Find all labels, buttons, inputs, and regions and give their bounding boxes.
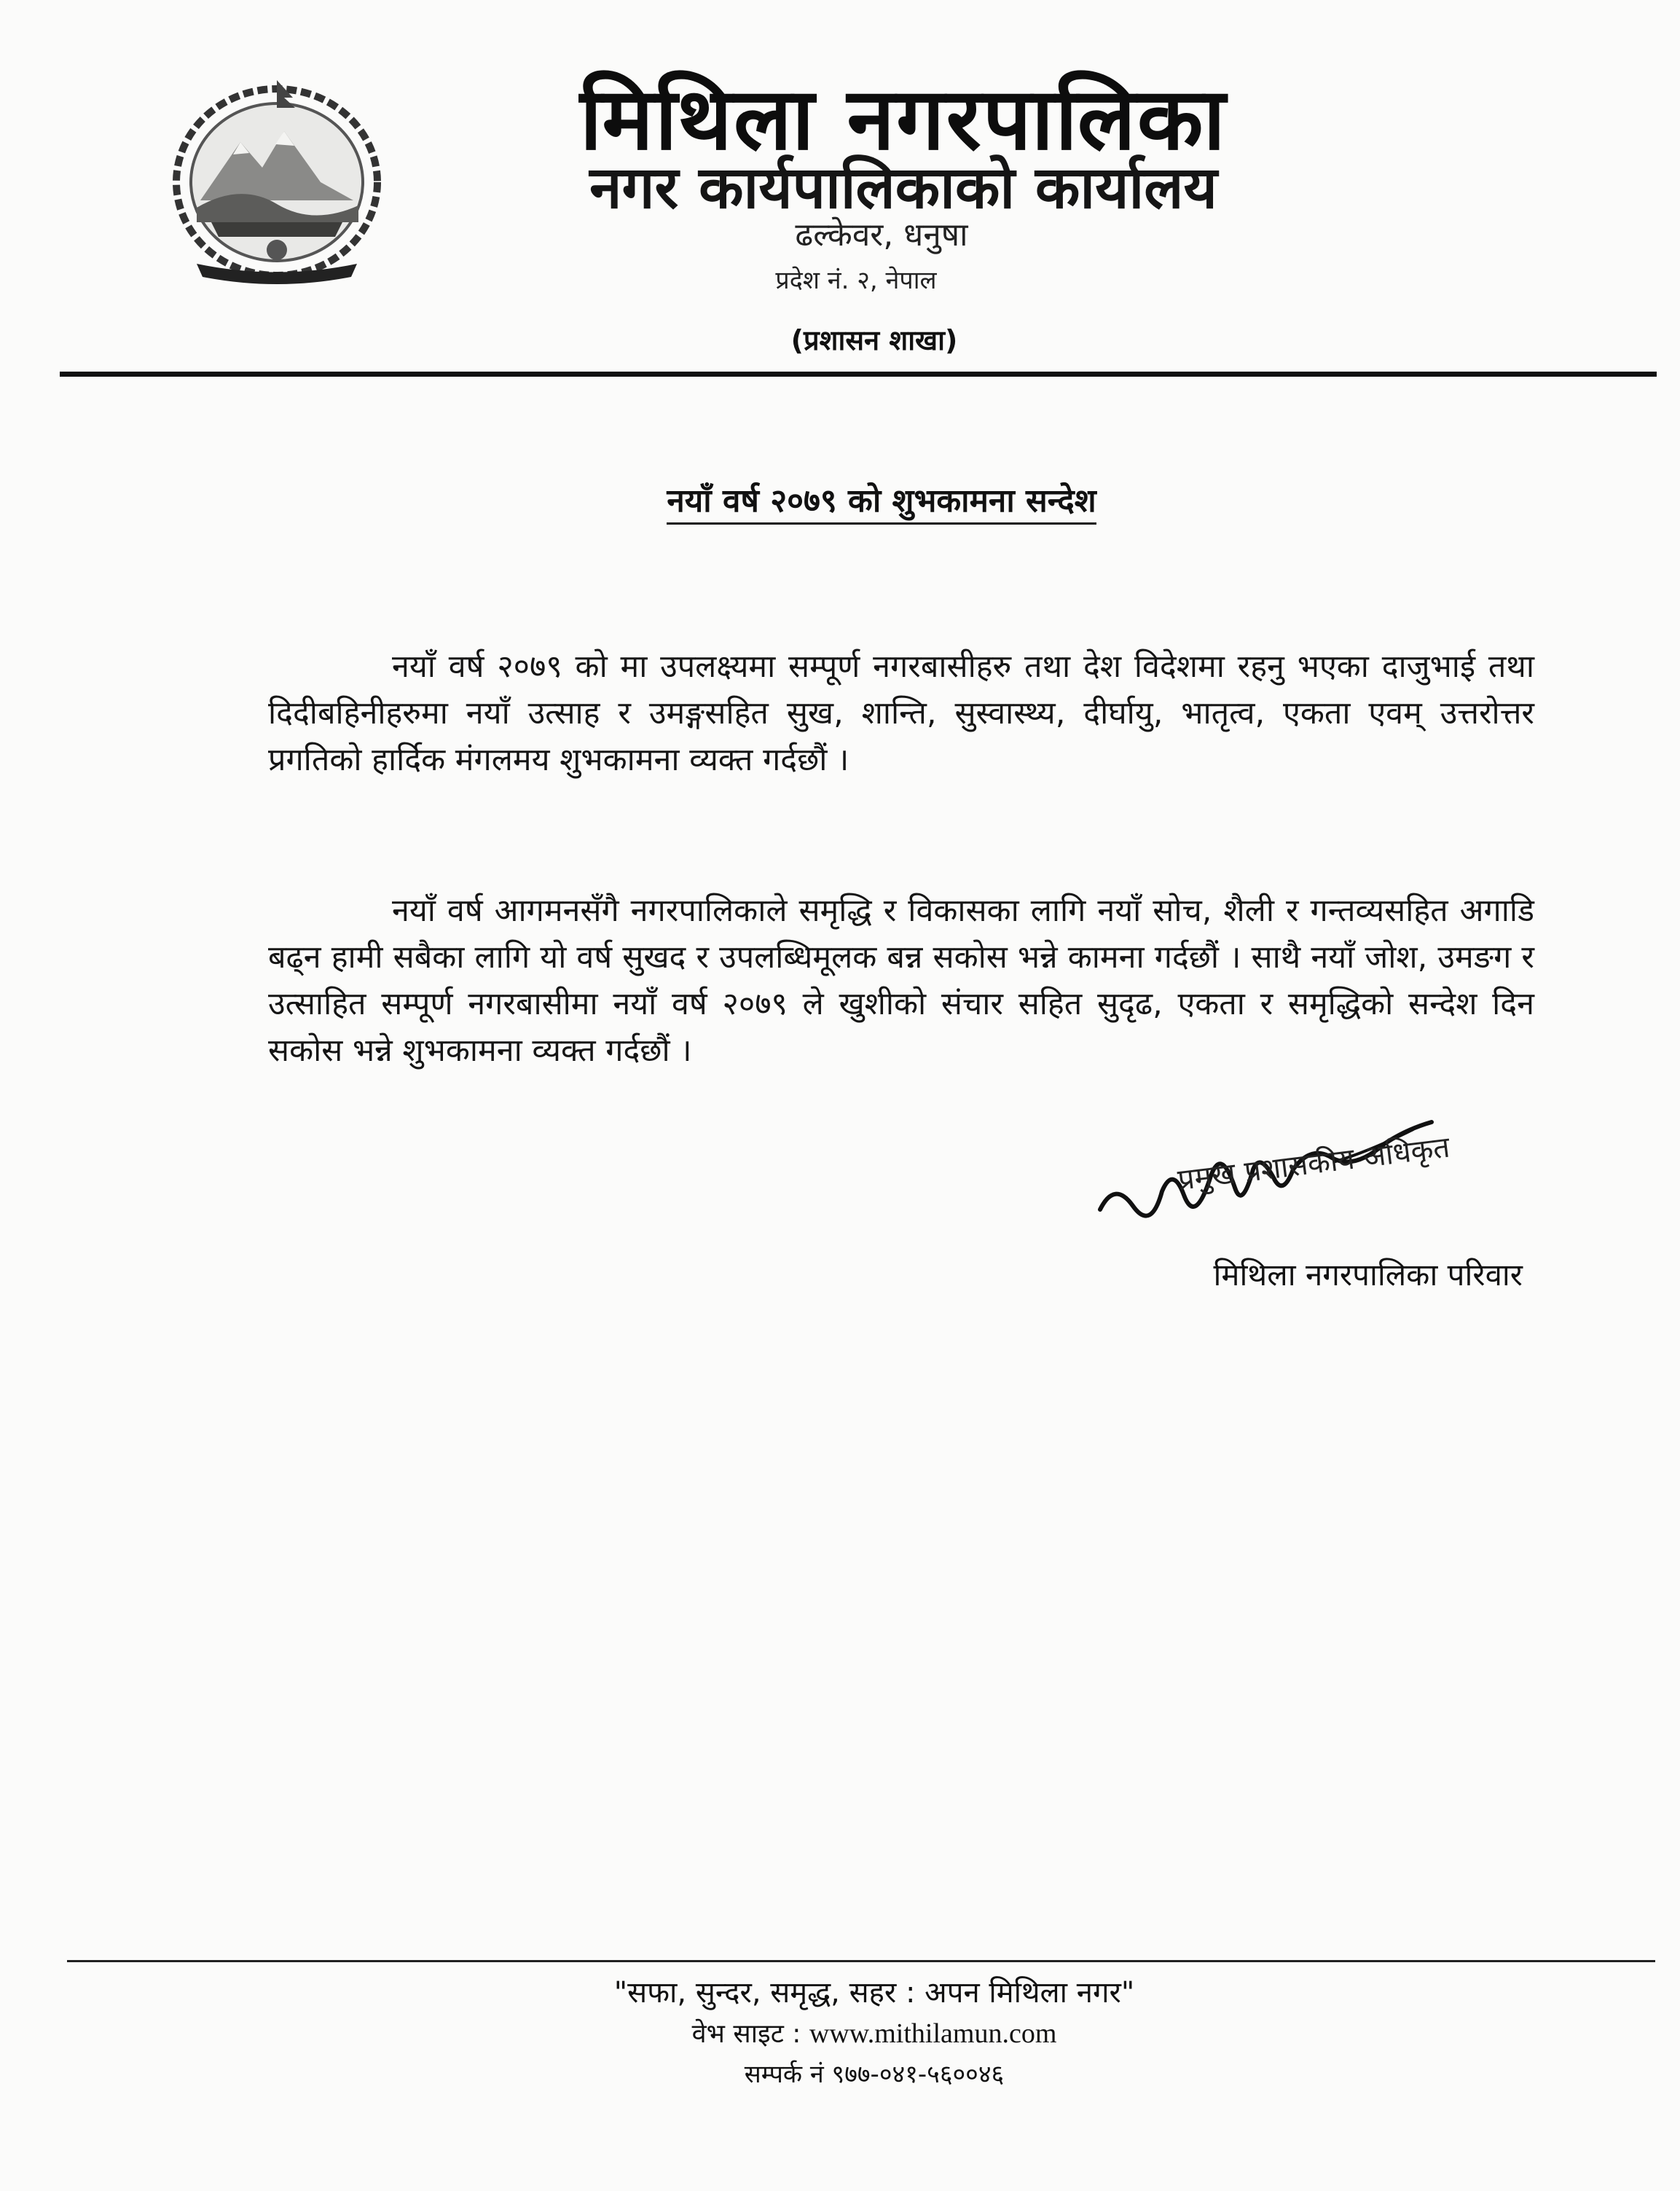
footer-divider (67, 1960, 1655, 1962)
website-url[interactable]: www.mithilamun.com (809, 2018, 1057, 2049)
address-line-1: ढल्केवर, धनुषा (795, 216, 968, 254)
letter-subject (510, 477, 1253, 521)
signatory-title: प्रमुख प्रशासकीय अधिकृत (1176, 1130, 1452, 1198)
letter-paragraph-2: नयाँ वर्ष आगमनसँगै नगरपालिकाले समृद्धि र विकासका लागि नयाँ सोच, शैली र गन्तव्यसहित अगाडि बढ्न हामी सबैका लागि यो वर्ष सुखद र उपलब्धिमूलक बन्न सकोस भन्ने कामना गर्दछौं । साथै नयाँ जोश, उमङग र उत्साहित सम्पूर्ण नगरबासीमा नयाँ वर्ष २०७९ ले खुशीको संचार सहित सुदृढ, एकता र समृद्धिको सन्देश दिन सकोस भन्ने शुभकामना व्यक्त गर्दछौं । (268, 893, 1534, 1069)
municipality-title: मिथिला नगरपालिका (579, 68, 1228, 169)
branch-label: (प्रशासन शाखा) (790, 324, 958, 356)
website-label: वेभ साइट : (691, 2019, 809, 2049)
header-divider (60, 372, 1657, 377)
letter-paragraph-1: नयाँ वर्ष २०७९ को मा उपलक्ष्यमा सम्पूर्ण नगरबासीहरु तथा देश विदेशमा रहनु भएका दाजुभाई तथा दिदीबहिनीहरुमा नयाँ उत्साह र उमङ्गसहित सुख, शान्ति, सुस्वास्थ्य, दीर्घायु, भातृत्व, एकता एवम् उत्तरोत्तर प्रगतिको हार्दिक मंगलमय शुभकामना व्यक्त गर्दछौं । (268, 648, 1534, 778)
address-line-2: प्रदेश नं. २, नेपाल (775, 266, 937, 295)
letter-subject-text: नयाँ वर्ष २०७९ को शुभकामना सन्देश (667, 482, 1096, 525)
nepal-government-emblem-icon (168, 73, 386, 284)
footer-contact: सम्पर्क नं ९७७-०४१-५६००४६ (744, 2060, 1005, 2089)
signatory-organization: मिथिला नगरपालिका परिवार (1213, 1257, 1523, 1293)
footer-website (583, 2015, 1166, 2050)
office-subtitle: नगर कार्यपालिकाको कार्यालय (589, 154, 1217, 222)
footer-slogan: "सफा, सुन्दर, समृद्ध, सहर : अपन मिथिला नगर" (613, 1976, 1135, 2010)
